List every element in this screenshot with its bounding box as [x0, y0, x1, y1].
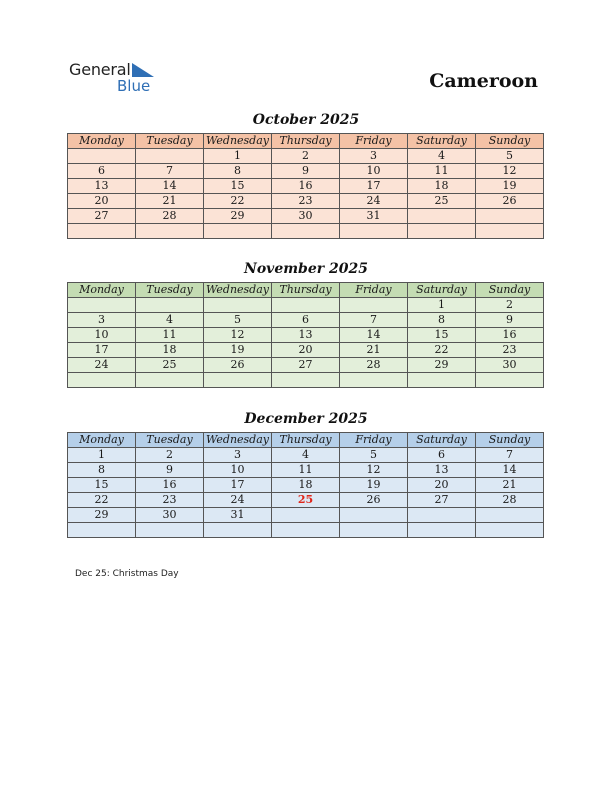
day-cell	[476, 523, 544, 538]
day-cell: 30	[272, 209, 340, 224]
day-cell: 31	[204, 508, 272, 523]
weekday-header: Monday	[68, 433, 136, 448]
week-row	[68, 313, 544, 328]
day-cell: 23	[272, 194, 340, 209]
day-cell: 8	[204, 164, 272, 179]
day-cell: 22	[204, 194, 272, 209]
day-cell: 24	[68, 358, 136, 373]
day-cell	[408, 523, 476, 538]
day-cell: 16	[476, 328, 544, 343]
weekday-header: Friday	[340, 134, 408, 149]
day-cell: 3	[204, 448, 272, 463]
day-cell: 11	[136, 328, 204, 343]
weekday-header: Wednesday	[204, 283, 272, 298]
day-cell	[476, 224, 544, 239]
week-row	[68, 463, 544, 478]
day-cell: 27	[408, 493, 476, 508]
week-row	[68, 179, 544, 194]
day-cell: 10	[204, 463, 272, 478]
day-cell: 24	[204, 493, 272, 508]
day-cell	[340, 224, 408, 239]
day-cell: 29	[204, 209, 272, 224]
day-cell: 19	[476, 179, 544, 194]
weekday-header: Thursday	[272, 433, 340, 448]
weekday-header-row	[68, 134, 544, 149]
weekday-header: Sunday	[476, 433, 544, 448]
week-row	[68, 194, 544, 209]
day-cell: 6	[68, 164, 136, 179]
day-cell: 2	[136, 448, 204, 463]
day-cell: 18	[272, 478, 340, 493]
day-cell: 29	[68, 508, 136, 523]
day-cell: 4	[136, 313, 204, 328]
day-cell: 7	[136, 164, 204, 179]
weekday-header: Monday	[68, 283, 136, 298]
day-cell: 10	[68, 328, 136, 343]
weekday-header: Monday	[68, 134, 136, 149]
week-row	[68, 209, 544, 224]
day-cell	[136, 149, 204, 164]
day-cell: 20	[68, 194, 136, 209]
day-cell: 10	[340, 164, 408, 179]
day-cell: 13	[272, 328, 340, 343]
day-cell	[408, 224, 476, 239]
day-cell: 14	[340, 328, 408, 343]
week-row	[68, 493, 544, 508]
weekday-header: Tuesday	[136, 433, 204, 448]
day-cell: 9	[272, 164, 340, 179]
day-cell: 8	[408, 313, 476, 328]
day-cell	[476, 373, 544, 388]
day-cell: 19	[204, 343, 272, 358]
day-cell: 7	[340, 313, 408, 328]
week-row	[68, 373, 544, 388]
day-cell: 31	[340, 209, 408, 224]
day-cell	[136, 298, 204, 313]
day-cell: 11	[272, 463, 340, 478]
day-cell: 26	[340, 493, 408, 508]
week-row	[68, 298, 544, 313]
day-cell: 19	[340, 478, 408, 493]
weekday-header: Saturday	[408, 283, 476, 298]
day-cell: 7	[476, 448, 544, 463]
day-cell: 13	[408, 463, 476, 478]
week-row	[68, 358, 544, 373]
day-cell: 3	[68, 313, 136, 328]
day-cell: 25	[272, 493, 340, 508]
day-cell: 21	[476, 478, 544, 493]
day-cell	[272, 224, 340, 239]
day-cell	[136, 523, 204, 538]
day-cell: 13	[68, 179, 136, 194]
day-cell: 22	[68, 493, 136, 508]
day-cell: 28	[136, 209, 204, 224]
week-row	[68, 328, 544, 343]
day-cell: 29	[408, 358, 476, 373]
logo-text-blue: Blue	[117, 77, 151, 95]
day-cell: 12	[340, 463, 408, 478]
day-cell	[272, 298, 340, 313]
day-cell	[136, 373, 204, 388]
day-cell: 24	[340, 194, 408, 209]
day-cell: 26	[476, 194, 544, 209]
day-cell: 3	[340, 149, 408, 164]
week-row	[68, 343, 544, 358]
day-cell: 1	[68, 448, 136, 463]
holiday-note: Dec 25: Christmas Day	[75, 569, 179, 579]
day-cell	[204, 523, 272, 538]
day-cell: 2	[476, 298, 544, 313]
day-cell: 21	[136, 194, 204, 209]
day-cell: 5	[204, 313, 272, 328]
day-cell: 2	[272, 149, 340, 164]
day-cell: 17	[340, 179, 408, 194]
day-cell: 26	[204, 358, 272, 373]
month-calendar-table	[67, 432, 544, 538]
week-row	[68, 164, 544, 179]
day-cell: 18	[136, 343, 204, 358]
weekday-header: Tuesday	[136, 134, 204, 149]
day-cell	[476, 508, 544, 523]
day-cell: 20	[272, 343, 340, 358]
day-cell: 30	[476, 358, 544, 373]
day-cell	[68, 523, 136, 538]
day-cell: 14	[136, 179, 204, 194]
day-cell: 21	[340, 343, 408, 358]
day-cell: 9	[476, 313, 544, 328]
day-cell: 6	[272, 313, 340, 328]
day-cell: 11	[408, 164, 476, 179]
day-cell: 5	[476, 149, 544, 164]
day-cell	[340, 298, 408, 313]
day-cell	[340, 523, 408, 538]
day-cell: 17	[68, 343, 136, 358]
week-row	[68, 149, 544, 164]
day-cell: 1	[204, 149, 272, 164]
day-cell: 30	[136, 508, 204, 523]
day-cell: 22	[408, 343, 476, 358]
weekday-header: Thursday	[272, 283, 340, 298]
day-cell	[272, 373, 340, 388]
day-cell	[68, 149, 136, 164]
day-cell: 12	[476, 164, 544, 179]
day-cell: 15	[204, 179, 272, 194]
month-title: October 2025	[252, 112, 360, 128]
day-cell: 20	[408, 478, 476, 493]
day-cell: 17	[204, 478, 272, 493]
weekday-header: Friday	[340, 283, 408, 298]
day-cell	[68, 298, 136, 313]
day-cell: 12	[204, 328, 272, 343]
day-cell	[340, 508, 408, 523]
week-row	[68, 478, 544, 493]
day-cell: 27	[272, 358, 340, 373]
day-cell	[476, 209, 544, 224]
month-title: November 2025	[244, 261, 368, 277]
day-cell: 4	[408, 149, 476, 164]
day-cell: 6	[408, 448, 476, 463]
day-cell	[408, 209, 476, 224]
day-cell: 28	[340, 358, 408, 373]
day-cell: 25	[408, 194, 476, 209]
weekday-header: Wednesday	[204, 433, 272, 448]
weekday-header-row	[68, 433, 544, 448]
day-cell	[136, 224, 204, 239]
weekday-header: Saturday	[408, 433, 476, 448]
day-cell	[272, 523, 340, 538]
week-row	[68, 508, 544, 523]
day-cell: 15	[408, 328, 476, 343]
day-cell	[340, 373, 408, 388]
day-cell	[408, 508, 476, 523]
logo	[69, 60, 169, 96]
weekday-header: Tuesday	[136, 283, 204, 298]
day-cell: 28	[476, 493, 544, 508]
day-cell: 8	[68, 463, 136, 478]
day-cell: 27	[68, 209, 136, 224]
month-calendar-table	[67, 133, 544, 239]
day-cell: 14	[476, 463, 544, 478]
day-cell: 23	[476, 343, 544, 358]
day-cell: 15	[68, 478, 136, 493]
day-cell	[68, 224, 136, 239]
weekday-header: Wednesday	[204, 134, 272, 149]
month-calendar-table	[67, 282, 544, 388]
weekday-header: Sunday	[476, 134, 544, 149]
day-cell	[408, 373, 476, 388]
day-cell: 18	[408, 179, 476, 194]
weekday-header: Sunday	[476, 283, 544, 298]
day-cell: 4	[272, 448, 340, 463]
week-row	[68, 224, 544, 239]
weekday-header: Friday	[340, 433, 408, 448]
weekday-header-row	[68, 283, 544, 298]
day-cell: 16	[136, 478, 204, 493]
day-cell	[204, 298, 272, 313]
weekday-header: Saturday	[408, 134, 476, 149]
day-cell: 16	[272, 179, 340, 194]
day-cell	[204, 373, 272, 388]
day-cell	[272, 508, 340, 523]
day-cell: 1	[408, 298, 476, 313]
logo-text-general: General	[69, 60, 131, 79]
month-title: December 2025	[244, 411, 368, 427]
day-cell: 25	[136, 358, 204, 373]
day-cell: 23	[136, 493, 204, 508]
day-cell: 5	[340, 448, 408, 463]
week-row	[68, 523, 544, 538]
day-cell	[68, 373, 136, 388]
weekday-header: Thursday	[272, 134, 340, 149]
week-row	[68, 448, 544, 463]
day-cell: 9	[136, 463, 204, 478]
day-cell	[204, 224, 272, 239]
country-title: Cameroon	[429, 70, 538, 92]
